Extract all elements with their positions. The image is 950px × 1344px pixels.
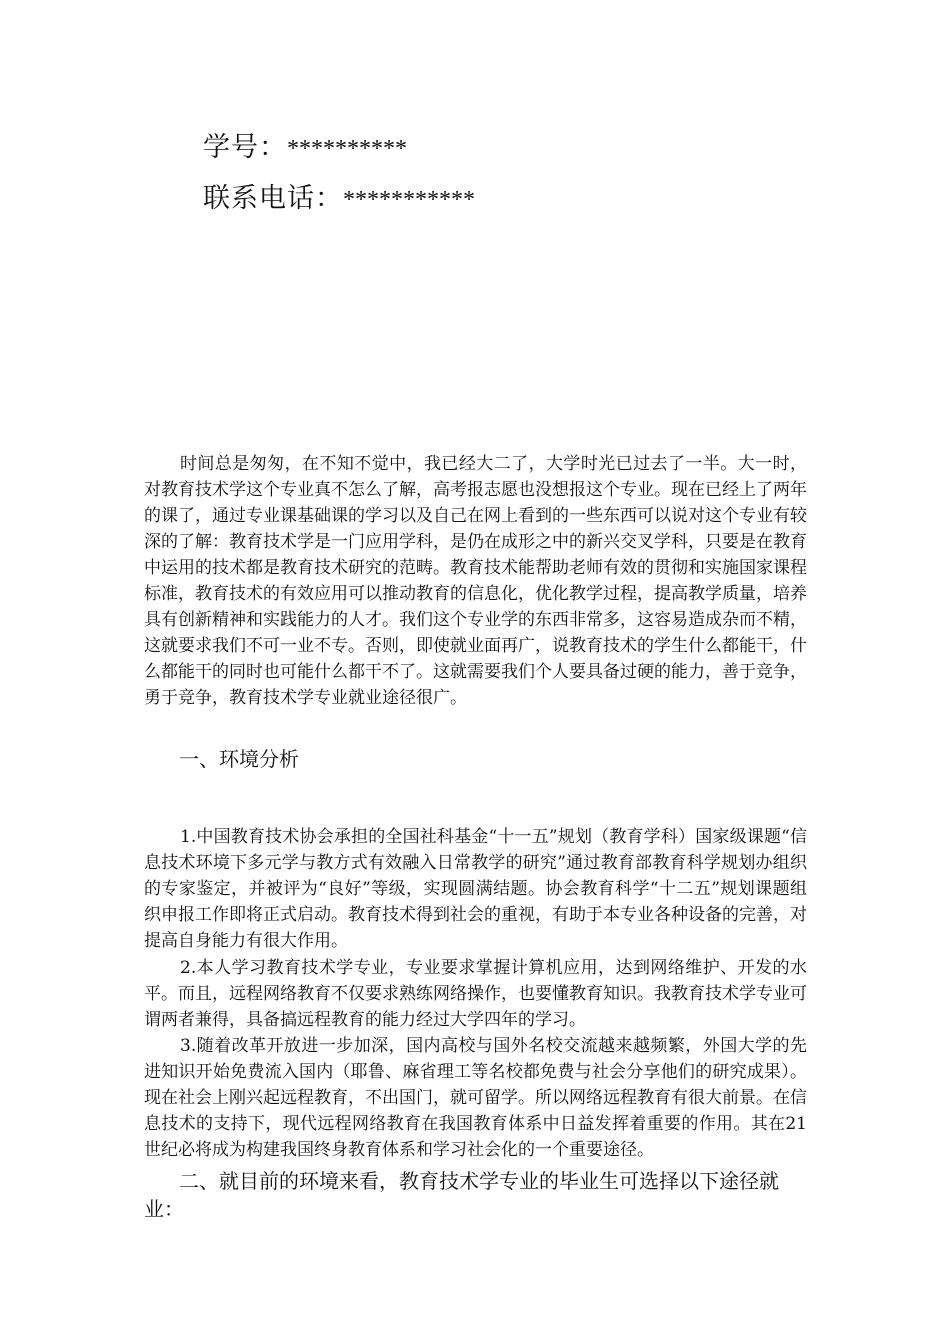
intro-paragraph: 时间总是匆匆，在不知不觉中，我已经大二了，大学时光已过去了一半。大一时，对教育技术学这个专业真不怎么了解，高考报志愿也没想报这个专业。现在已经上了两年的课了，通过专业课基础课的学习以及自己在网上看到的一些东西可以说对这个专业有较深的了解：教育技术学是一门应用学科，是仍在成形之中的新兴交叉学科，只要是在教育中运用的技术都是教育技术研究的范畴。教育技术能帮助老师有效的贯彻和实施国家课程标准，教育技术的有效应用可以推动教育的信息化，优化教学过程，提高教学质量，培养具有创新精神和实践能力的人才。我们这个专业学的东西非常多，这容易造成杂而不精，这就要求我们不可一业不专。否则，即使就业面再广，说教育技术的学生什么都能干，什么都能干的同时也可能什么都干不了。这就需要我们个人要具备过硬的能力，善于竞争，勇于竞争，教育技术学专业就业途径很广。: [144, 454, 807, 708]
phone-value: ***********: [343, 187, 475, 213]
student-id-label: 学号：: [203, 132, 287, 163]
phone-line: [203, 182, 475, 217]
student-id-value: **********: [287, 136, 407, 162]
phone-label: 联系电话：: [203, 183, 343, 214]
student-id-line: [203, 131, 407, 166]
section-1-item-1: 1.中国教育技术协会承担的全国社科基金“十一五”规划（教育学科）国家级课题“信息技术环境下多元学与教方式有效融入日常教学的研究”通过教育部教育科学规划办组织的专家鉴定，并被评为“良好”等级，实现圆满结题。协会教育科学“十二五”规划课题组织申报工作即将正式启动。教育技术得到社会的重视，有助于本专业各种设备的完善，对提高自身能力有很大作用。: [144, 827, 807, 951]
section-2-heading: 二、就目前的环境来看，教育技术学专业的毕业生可选择以下途径就业：: [144, 1169, 779, 1221]
section-1-item-3: 3.随着改革开放进一步加深，国内高校与国外名校交流越来越频繁，外国大学的先进知识开始免费流入国内（耶鲁、麻省理工等名校都免费与社会分享他们的研究成果）。现在社会上刚兴起远程教育，不出国门，就可留学。所以网络远程教育有很大前景。在信息技术的支持下，现代远程网络教育在我国教育体系中日益发挥着重要的作用。其在21世纪必将成为构建我国终身教育体系和学习社会化的一个重要途径。: [144, 1036, 807, 1160]
section-1-item-2: 2.本人学习教育技术学专业，专业要求掌握计算机应用，达到网络维护、开发的水平。而且，远程网络教育不仅要求熟练网络操作，也要懂教育知识。我教育技术学专业可谓两者兼得，具备搞远程教育的能力经过大学四年的学习。: [144, 958, 807, 1030]
section-1-heading: 一、环境分析: [179, 747, 299, 771]
